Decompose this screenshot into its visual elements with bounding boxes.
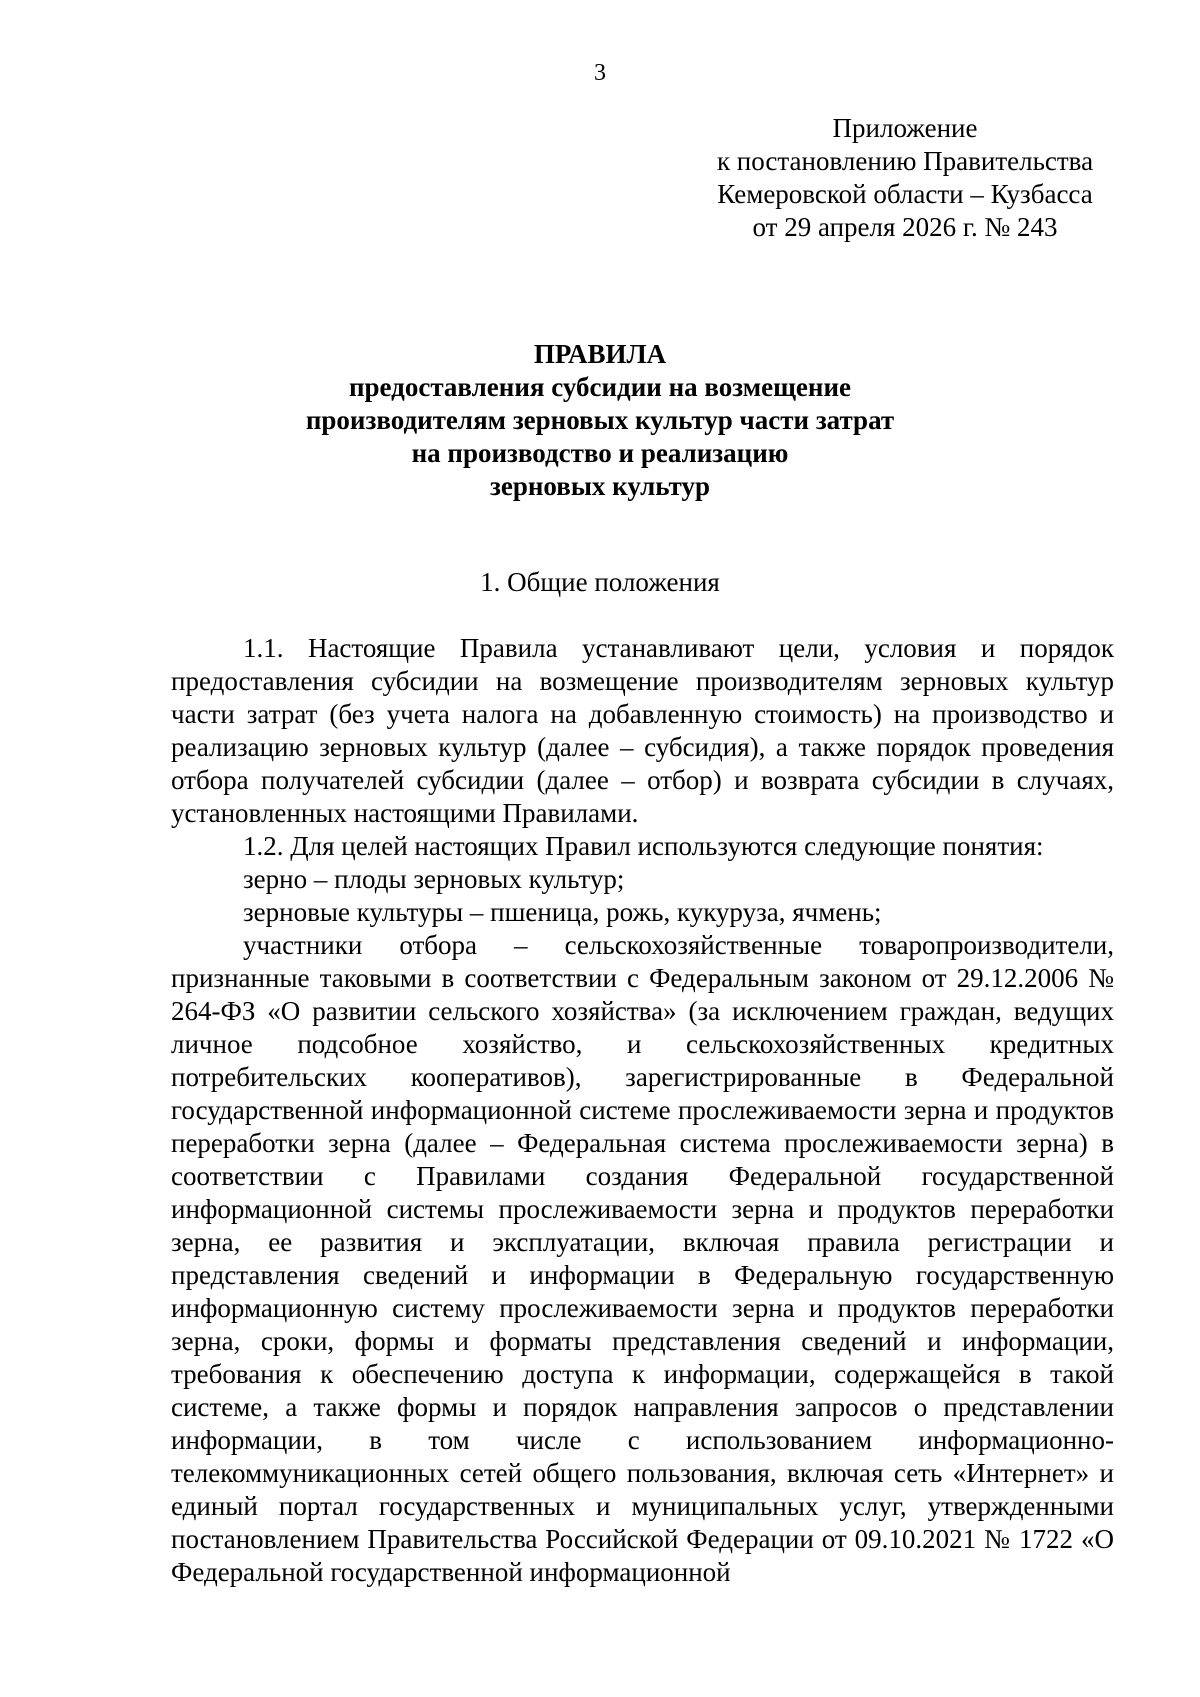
appendix-line-2: к постановлению Правительства <box>716 146 1094 176</box>
definition-selection-participants: участники отбора – сельскохозяйственные товаропроизводители, признанные таковыми в соответствии с Федеральным законом от 29.12.2006 № 264-ФЗ «О развитии сельского хозяйства» (за исключением граждан, ведущих личное подсобное хозяйство, и сельскохозяйственных кредитных потребительских кооперативов), зарегистрированные в Федеральной государственной информационной системе прослеживаемости зерна и продуктов переработки зерна (далее – Федеральная система прослеживаемости зерна) в соответствии с Правилами создания Федеральной государственной информационной системы прослеживаемости зерна и продуктов переработки зерна, ее развития и эксплуатации, включая правила регистрации и представления сведений и информации в Федеральную государственную информационную систему прослеживаемости зерна и продуктов переработки зерна, сроки, формы и форматы представления сведений и информации, требования к обеспечению доступа к информации, содержащейся в такой системе, а также формы и порядок направления запросов о представлении информации, в том числе с использованием информационно-телекоммуникационных сетей общего пользования, включая сеть «Интернет» и единый портал государственных и муниципальных услуг, утвержденными постановлением Правительства Российской Федерации от 09.10.2021 № 1722 «О Федеральной государственной информационной <box>171 930 1114 1587</box>
appendix-line-4: от 29 апреля 2026 г. № 243 <box>752 212 1058 242</box>
title-line-3: на производство и реализацию <box>411 438 789 468</box>
title-main: ПРАВИЛА <box>533 339 667 369</box>
definition-grain-crops: зерновые культуры – пшеница, рожь, кукуруза, ячмень; <box>243 897 882 927</box>
section-heading: 1. Общие положения <box>480 567 720 597</box>
definition-grain: зерно – плоды зерновых культур; <box>243 864 625 894</box>
appendix-line-3: Кемеровской области – Кузбасса <box>717 179 1093 209</box>
title-line-4: зерновых культур <box>490 471 710 501</box>
appendix-line-1: Приложение <box>832 113 978 143</box>
title-line-2: производителям зерновых культур части затрат <box>305 405 895 435</box>
body-text <box>171 632 1114 1589</box>
title-line-1: предоставления субсидии на возмещение <box>348 372 852 402</box>
paragraph-1-1: 1.1. Настоящие Правила устанавливают цели, условия и порядок предоставления субсидии на возмещение производителям зерновых культур части затрат (без учета налога на добавленную стоимость) на производство и реализацию зерновых культур (далее – субсидия), а также порядок проведения отбора получателей субсидии (далее – отбор) и возврата субсидии в случаях, установленных настоящими Правилами. <box>171 633 1114 828</box>
document-title <box>0 338 1200 503</box>
page-number: 3 <box>594 60 606 86</box>
appendix-block <box>695 112 1115 244</box>
paragraph-1-2: 1.2. Для целей настоящих Правил используются следующие понятия: <box>243 831 1044 861</box>
